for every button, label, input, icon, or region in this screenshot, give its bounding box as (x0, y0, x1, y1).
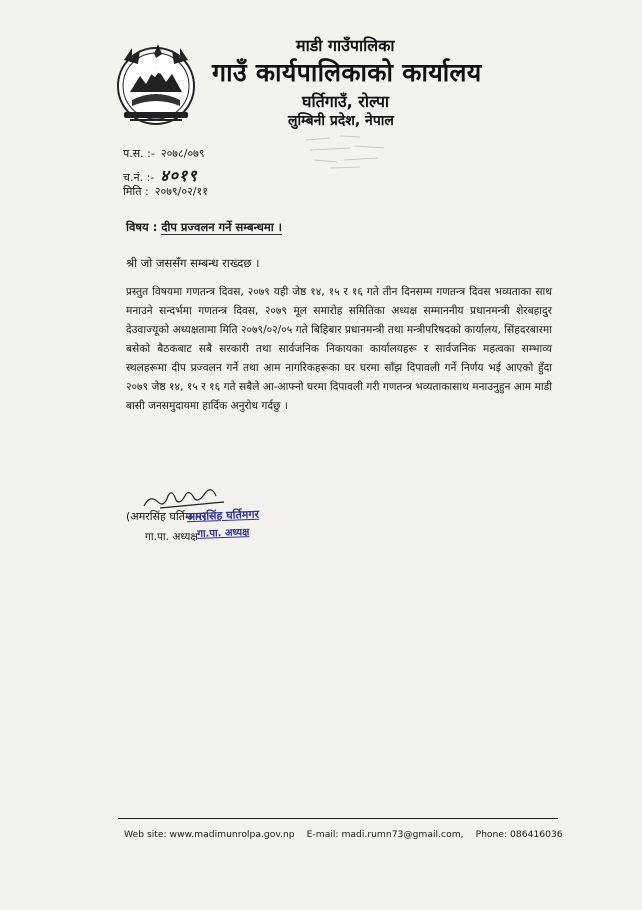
footer-contact (124, 829, 563, 840)
municipality-emblem-icon (110, 40, 202, 128)
office-province: लुम्बिनी प्रदेश, नेपाल (288, 113, 394, 129)
reference-chn (123, 164, 198, 186)
footer-email: E-mail: madi.rumn73@gmail.com, (306, 829, 464, 840)
stamp-name: अमरसिंह घर्तिमगर (186, 507, 260, 524)
faded-stamp-mark (300, 130, 390, 172)
greeting: श्री जो जससँग सम्बन्ध राख्दछ । (126, 256, 260, 270)
reference-date (123, 184, 208, 199)
office-title: गाउँ कार्यपालिकाको कार्यालय (212, 58, 482, 87)
subject-text: दीप प्रज्वलन गर्ने सम्बन्धमा । (161, 220, 283, 234)
date-value: २०७९/०२/११ (154, 185, 208, 198)
municipality-name: माडी गाउँपालिका (296, 36, 395, 55)
chn-label: च.नं. :- (123, 171, 155, 184)
subject-label: विषय : (126, 220, 158, 234)
signatory-title: गा.पा. अध्यक्ष (145, 531, 198, 543)
chn-value: ४०१९ (160, 166, 198, 185)
stamp-title: गा.पा. अध्यक्ष (197, 527, 250, 540)
subject-line (126, 220, 282, 235)
letter-body: प्रस्तुत विषयमा गणतन्त्र दिवस, २०७९ यही जेष्ठ १४, १५ र १६ गते तीन दिनसम्म गणतन्त्र दिवस भव्यताका साथ मनाउने सन्दर्भमा गणतन्त्र दिवस, २०७९ मूल समारोह समितिका अध्यक्ष सम्माननीय प्रधानमन्त्री शेरबहादुर देउवाज्यूको अध्यक्षतामा मिति २०७९/०२/०५ गते बिहिबार प्रधानमन्त्री तथा मन्त्रीपरिषदको कार्यालय, सिंहदरबारमा बसेको बैठकबाट सबै सरकारी तथा सार्वजनिक निकायका कार्यालयहरू र सार्वजनिक महत्वका सम्भाव्य स्थलहरूमा दीप प्रज्वलन गर्ने तथा आम नागरिकहरूका घर घरमा साँझ दिपावली गर्ने निर्णय भई आएको हुँदा २०७९ जेष्ठ १४, १५ र १६ गते सबैले आ-आफ्नो घरमा दिपावली गरी गणतन्त्र भव्यताकासाथ मनाउनुहुन आम माडी बासी जनसमुदायमा हार्दिक अनुरोध गर्दछु । (126, 286, 552, 412)
footer-phone: Phone: 086416036 (475, 829, 563, 840)
ps-label: प.स. :- (123, 147, 155, 160)
office-location: घर्तिगाउँ, रोल्पा (302, 92, 390, 111)
reference-ps (123, 146, 205, 161)
ps-value: २०७८/०७९ (160, 147, 205, 160)
footer-website: Web site: www.madimunrolpa.gov.np (124, 829, 295, 840)
signatory-name: (अमरसिंह घर्तिमगर) (126, 510, 207, 523)
date-label: मिति : (123, 185, 149, 198)
official-stamp (186, 507, 259, 541)
footer-divider (118, 818, 558, 819)
